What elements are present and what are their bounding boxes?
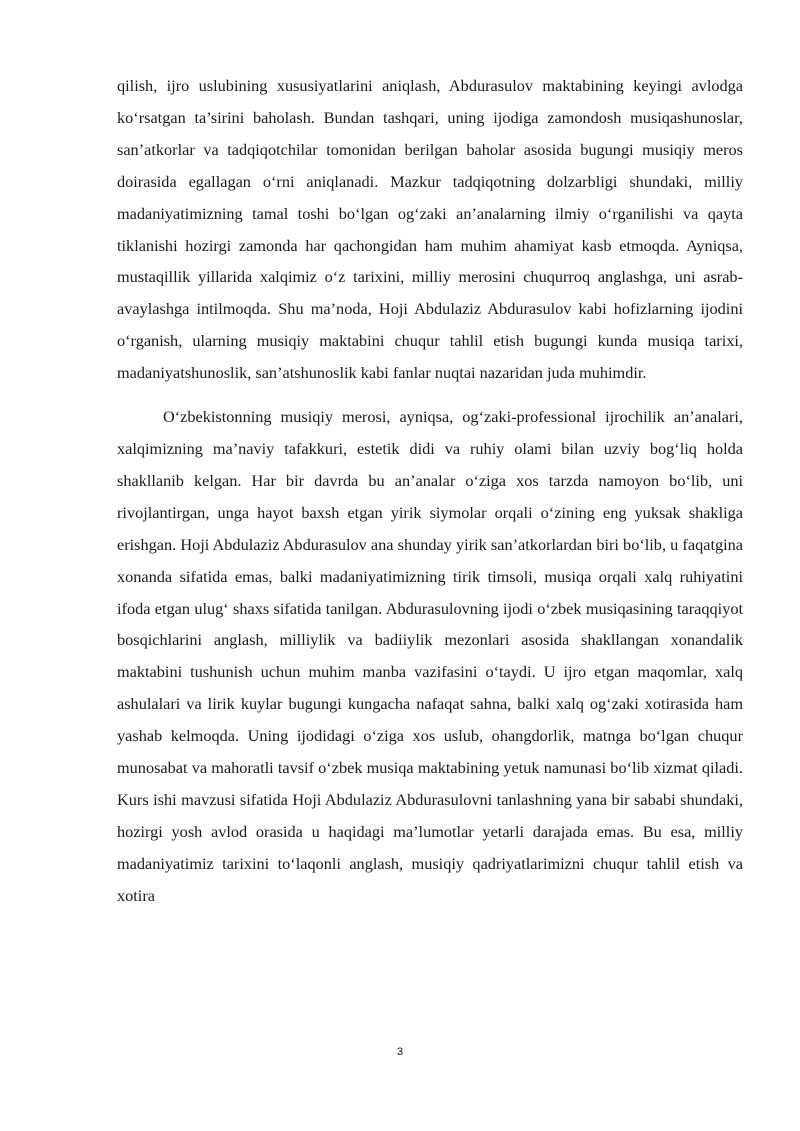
paragraph-heritage: O‘zbekistonning musiqiy merosi, ayniqsa, og‘zaki-professional ijrochilik an’analari, xalqimizning ma’naviy tafakkuri, estetik didi va ruhiy olami bilan uzviy bog‘liq holda shakllanib kelgan. Har bir davrda bu an’analar o‘ziga xos tarzda namoyon bo‘lib, uni rivojlantirgan, unga hayot baxsh etgan yirik siymolar orqali o‘zining eng yuksak shakliga erishgan. Hoji Abdulaziz Abdurasulov ana shunday yirik san’atkorlardan biri bo‘lib, u faqatgina xonanda sifatida emas, balki madaniyatimizning tirik timsoli, musiqa orqali xalq ruhiyatini ifoda etgan ulug‘ shaxs sifatida tanilgan. Abdurasulovning ijodi o‘zbek musiqasining taraqqiyot bosqichlarini anglash, milliylik va badiiylik mezonlari asosida shakllangan xonandalik maktabini tushunish uchun muhim manba vazifasini o‘taydi. U ijro etgan maqomlar, xalq ashulalari va lirik kuylar bugungi kungacha nafaqat sahna, balki xalq og‘zaki xotirasida ham yashab kelmoqda. Uning ijodidagi o‘ziga xos uslub, ohangdorlik, matnga bo‘lgan chuqur munosabat va mahoratli tavsif o‘zbek musiqa maktabining yetuk namunasi bo‘lib xizmat qiladi. Kurs ishi mavzusi sifatida Hoji Abdulaziz Abdurasulovni tanlashning yana bir sababi shundaki, hozirgi yosh avlod orasida u haqidagi ma’lumotlar yetarli darajada emas. Bu esa, milliy madaniyatimiz tarixini to‘laqonli anglash, musiqiy qadriyatlarimizni chuqur tahlil etish va xotira (117, 407, 743, 905)
paragraph-continued: qilish, ijro uslubining xususiyatlarini aniqlash, Abdurasulov maktabining keyingi avlodga ko‘rsatgan ta’sirini baholash. Bundan tashqari, uning ijodiga zamondosh musiqashunoslar, san’atkorlar va tadqiqotchilar tomonidan berilgan baholar asosida bugungi musiqiy meros doirasida egallagan o‘rni aniqlanadi. Mazkur tadqiqotning dolzarbligi shundaki, milliy madaniyatimizning tamal toshi bo‘lgan og‘zaki an’analarning ilmiy o‘rganilishi va qayta tiklanishi hozirgi zamonda har qachongidan ham muhim ahamiyat kasb etmoqda. Ayniqsa, mustaqillik yillarida xalqimiz o‘z tarixini, milliy merosini chuqurroq anglashga, uni asrab-avaylashga intilmoqda. Shu ma’noda, Hoji Abdulaziz Abdurasulov kabi hofizlarning ijodini o‘rganish, ularning musiqiy maktabini chuqur tahlil etish bugungi kunda musiqa tarixi, madaniyatshunoslik, san’atshunoslik kabi fanlar nuqtai nazaridan juda muhimdir. (117, 76, 743, 383)
page-number: 3 (396, 1046, 404, 1058)
body-text (117, 70, 743, 912)
